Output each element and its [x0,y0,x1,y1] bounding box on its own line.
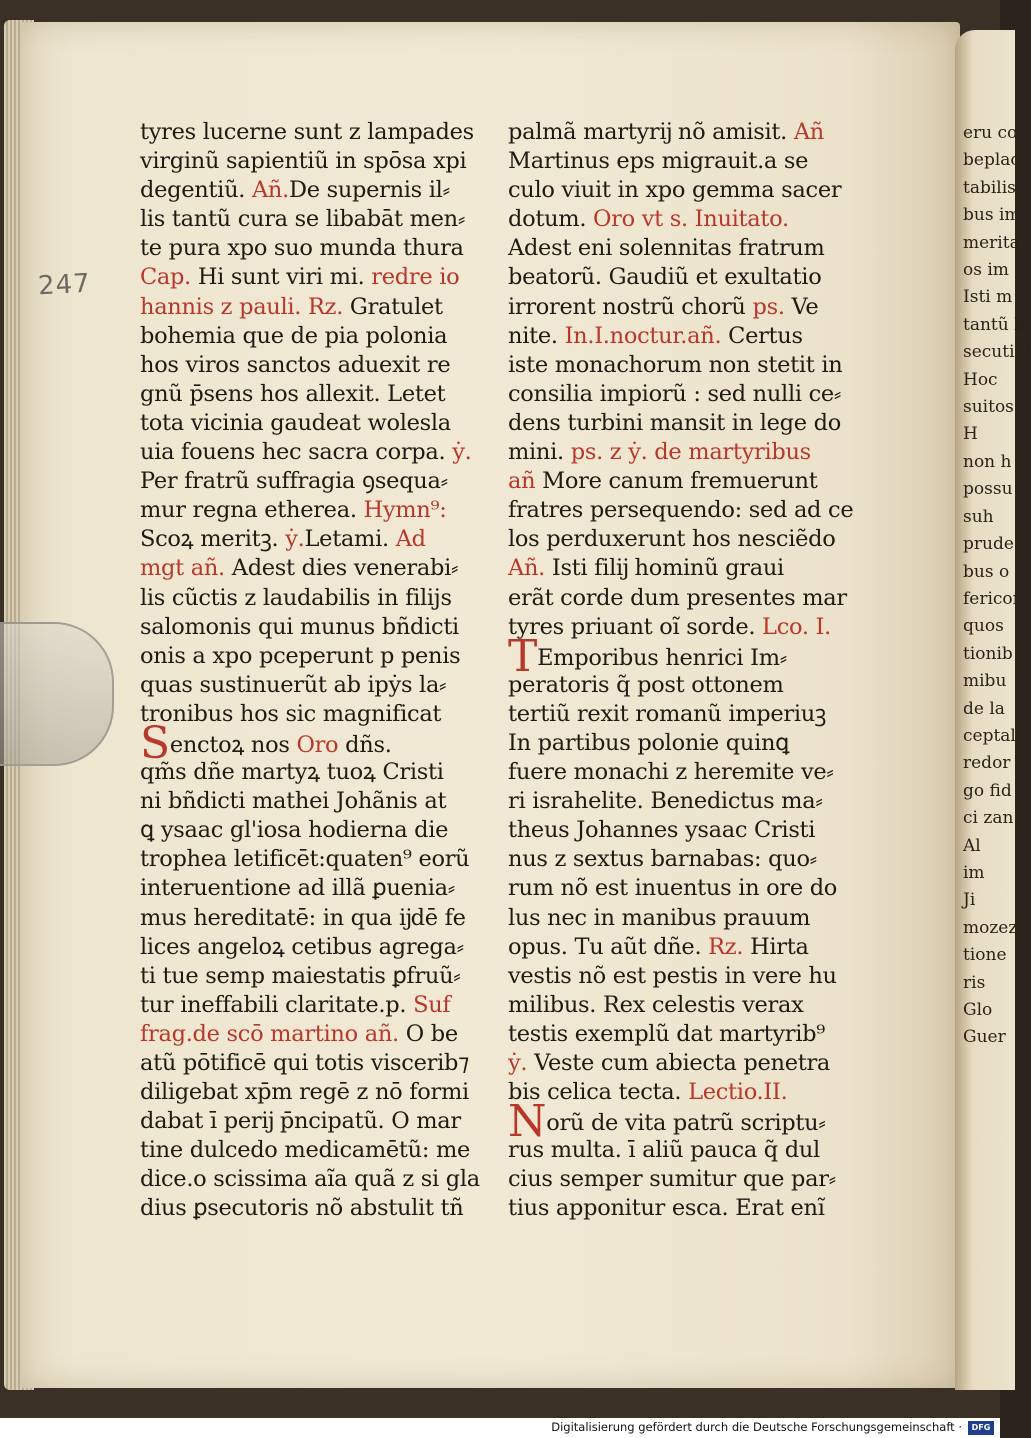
right-column-line [508,1020,853,1049]
recto-fragment: mibu [963,671,1007,692]
drop-initial: N [508,1096,547,1148]
body-text: Hi sunt viri mi. [191,264,372,291]
body-text: tertiũ rexit romanũ imperiuꝫ [508,700,827,727]
right-column-line [508,554,853,583]
body-text: dice.o scissima aĩa quã z si gla [140,1166,480,1193]
right-column-line [508,933,853,962]
recto-text-fragments [955,120,1031,1052]
left-column-line [140,380,485,409]
rubric-text: añ [508,468,536,495]
body-text: los perduxerunt hos nesciẽdo [508,526,836,553]
glass-clip [0,622,114,766]
left-column-line [140,1194,485,1223]
right-column-line [508,904,853,933]
body-text: tur ineffabili claritate.p. [140,991,414,1018]
recto-fragment: bus im [963,205,1021,226]
rubric-text: Añ. [508,555,545,582]
body-text: Certus [721,322,803,349]
rubric-text: frag.de scō martino añ. [140,1020,399,1047]
body-text: mus hereditatē: in qua ĳdē fe [140,904,466,931]
body-text: ꝗ ysaac gl'iosa hodierna die [140,817,449,844]
recto-fragment: H [963,424,978,445]
rubric-text: Lco. I. [762,613,831,640]
left-column-line [140,496,485,525]
right-column-line [508,729,853,758]
right-column-line [508,1194,853,1223]
recto-fragment: prude [963,534,1014,555]
recto-fragment: redor [963,753,1011,774]
recto-page-edge [955,30,1031,1390]
right-column-line [508,467,853,496]
body-text: dius ꝑsecutoris nõ abstulit tñ [140,1195,464,1222]
left-text-column [140,118,485,1224]
rubric-text: Ad [395,526,426,553]
body-text: opus. Tu aũt dñe. [508,933,709,960]
left-column-line [140,584,485,613]
body-text: hos viros sanctos aduexit re [140,351,451,378]
recto-fragment: ci zan [963,808,1014,829]
rubric-text: Lectio.II. [688,1079,788,1106]
body-text: tius apponitur esca. Erat enĩ [508,1195,825,1222]
right-column-line [508,1165,853,1194]
left-column-line [140,1020,485,1049]
rubric-text: ps. [752,293,785,320]
left-column-line [140,1078,485,1107]
left-column-line [140,816,485,845]
body-text: Isti filĳ hominũ graui [545,555,784,582]
recto-fragment: de la [963,698,1005,719]
body-text: uia fouens hec sacra corpa. [140,439,453,466]
body-text: qm̃s dñe martyꝝ tuoꝝ Cristi [140,759,444,786]
body-text: rus multa. ī aliũ pauca q̃ dul [508,1137,820,1164]
right-column-line [508,496,853,525]
left-column-line [140,118,485,147]
rubric-text: Suf [413,991,451,1018]
body-text: testis exemplũ dat martyrib⁹ [508,1020,825,1047]
recto-fragment: suitos [963,397,1014,418]
recto-fragment: suh [963,506,994,527]
body-text: dñs. [338,731,392,758]
left-column-line [140,717,485,769]
right-column-line [508,700,853,729]
right-column-line [508,234,853,263]
body-text: salomonis qui munus bñdicti [140,613,459,640]
recto-fragment: secuti d [963,342,1031,363]
recto-fragment: quos [963,616,1004,637]
recto-fragment: possu [963,479,1013,500]
body-text: mini. [508,439,571,466]
body-text: atũ pōtificē qui totis viscerib⁊ [140,1050,469,1076]
left-column-line [140,787,485,816]
left-column-line [140,467,485,496]
left-column-line [140,176,485,205]
left-column-line [140,322,485,351]
left-column-line [140,642,485,671]
right-column-line [508,147,853,176]
body-text: Emporibus henrici Im⸗ [537,644,787,671]
body-text: Hirta [743,933,809,960]
rubric-text: ẏ. [452,439,472,466]
body-text: rum nõ est inuentus in ore do [508,875,838,902]
body-text: consilia impiorũ : sed nulli ce⸗ [508,380,842,407]
recto-fragment: merita [963,232,1020,253]
body-text: tyres priuant oĩ sorde. [508,613,763,640]
body-text: degentiũ. [140,177,252,204]
left-column-line [140,613,485,642]
left-column-line [140,205,485,234]
body-text: tronibus hos sic magnificat [140,700,442,727]
body-text: Adest eni solennitas fratrum [508,235,825,262]
left-column-line [140,147,485,176]
body-text: nite. [508,322,565,349]
left-column-line [140,1107,485,1136]
recto-fragment: Hoc [963,369,998,390]
body-text: dens turbini mansit in lege do [508,409,841,436]
right-column-line [508,176,853,205]
recto-fragment: non h [963,451,1012,472]
body-text: tyres lucerne sunt z lampades [140,119,474,145]
right-column-line [508,351,853,380]
recto-fragment: beplac [963,150,1020,171]
body-text: De supernis il⸗ [288,177,450,204]
rubric-text: Rz. [708,933,744,960]
body-text: Ve [784,293,819,320]
body-text: Veste cum abiecta penetra [527,1050,831,1076]
body-text: lus nec in manibus prauum [508,904,811,931]
body-text: onis a xpo pceperunt p penis [140,642,461,669]
right-column-line [508,380,853,409]
recto-fragment: tione [963,945,1007,966]
body-text: lices angeloꝝ cetibus agrega⸗ [140,933,464,960]
body-text: gnũ p̄sens hos allexit. Letet [140,380,446,407]
right-column-line [508,438,853,467]
rubric-text: Añ. [251,177,289,204]
right-column-line [508,787,853,816]
body-text: te pura xpo suo munda thura [140,235,464,262]
body-text: milibus. Rex celestis verax [508,991,804,1018]
left-column-line [140,293,485,322]
body-text: fuere monachi z heremite ve⸗ [508,759,834,786]
body-text: dabat ī perĳ p̄ncipatũ. O mar [140,1108,461,1135]
rubric-text: Hymn⁹: [363,497,447,524]
body-text: bis celica tecta. [508,1079,689,1106]
body-text: theus Johannes ysaac Cristi [508,817,816,844]
recto-fragment: mozez [963,917,1018,938]
body-text: Adest dies venerabi⸗ [224,555,459,582]
recto-fragment: Glo [963,1000,993,1020]
right-column-line [508,584,853,613]
rubric-text: Añ [793,119,824,145]
body-text: irrorent nostrũ chorũ [508,293,753,320]
body-text: erãt corde dum presentes mar [508,584,847,611]
funding-credit: Digitalisierung gefördert durch die Deutsche Forschungsgemeinschaft · [551,1420,962,1434]
body-text: Per fratrũ suffragia ꝯsequa⸗ [140,468,448,495]
recto-fragment: tantũ b [963,314,1025,335]
body-text: dotum. [508,206,594,233]
dfg-logo: DFG [968,1421,994,1435]
body-text: palmã martyrĳ nõ amisit. [508,119,794,145]
rubric-text: ẏ. [285,526,305,553]
body-text: Scoꝝ meritꝫ. [140,526,286,553]
left-column-line [140,525,485,554]
body-text: More canum fremuerunt [535,468,818,495]
left-column-line [140,554,485,583]
rubric-text: mgt añ. [140,555,225,582]
right-column-line [508,409,853,438]
right-column-line [508,630,853,682]
left-column-line [140,700,485,729]
rubric-text: ps. z ẏ. de martyribus [570,439,811,466]
body-text: quas sustinuerũt ab ipẏs la⸗ [140,671,447,698]
body-text: lis cũctis z laudabilis in filijs [140,584,452,611]
recto-fragment: fericor [963,588,1021,609]
body-text: tine dulcedo medicamētũ: me [140,1137,471,1164]
right-column-line [508,1096,853,1148]
footer-bar [0,1418,1000,1438]
right-column-line [508,205,853,234]
right-column-line [508,118,853,147]
right-column-line [508,962,853,991]
right-column-line [508,816,853,845]
body-text: enctoꝝ nos [169,731,297,758]
recto-fragment: go fid [963,780,1012,801]
recto-fragment: Guer [963,1027,1006,1048]
body-text: O be [398,1020,458,1047]
right-column-line [508,874,853,903]
body-text: ri israhelite. Benedictus ma⸗ [508,788,823,815]
left-column-line [140,962,485,991]
handwritten-folio-number: 247 [37,268,92,302]
left-column-line [140,351,485,380]
left-column-line [140,263,485,292]
body-text: bohemia que de pia polonia [140,322,448,349]
body-text: lis tantũ cura se libabāt men⸗ [140,206,466,233]
body-text: Martinus eps migrauit.a se [508,148,809,175]
body-text: Letami. [304,526,396,553]
rubric-text: ẏ. [508,1050,528,1076]
rubric-text: redre io [371,264,460,291]
right-column-line [508,845,853,874]
recto-fragment: ceptal [963,725,1016,746]
body-text: In partibus polonie quinꝗ [508,729,790,756]
recto-fragment: eru co [963,123,1018,143]
recto-fragment: im [963,862,985,883]
body-text: cius semper sumitur que par⸗ [508,1166,836,1193]
right-column-line [508,991,853,1020]
body-text: virginũ sapientiũ in spōsa xpi [140,148,467,175]
recto-fragment: bus o [963,561,1010,582]
body-text: nus z sextus barnabas: quo⸗ [508,846,817,873]
body-text: iste monachorum non stetit in [508,351,843,378]
rubric-text: Cap. [140,264,191,291]
recto-fragment: tionib [963,643,1013,664]
right-column-line [508,1049,853,1078]
body-text: beatorũ. Gaudiũ et exultatio [508,264,822,291]
left-column-line [140,234,485,263]
recto-fragment: ris [963,972,986,993]
recto-fragment: os im [963,260,1009,281]
right-column-line [508,293,853,322]
body-text: Gratulet [343,293,443,320]
left-column-line [140,991,485,1020]
drop-initial: S [140,717,170,769]
recto-fragment: Isti m [963,287,1013,308]
body-text: tota vicinia gaudeat wolesla [140,409,451,436]
left-column-line [140,409,485,438]
left-column-line [140,438,485,467]
rubric-text: In.I.noctur.añ. [564,322,722,349]
rubric-text: Oro [296,731,339,758]
left-column-line [140,933,485,962]
left-column-line [140,874,485,903]
left-column-line [140,671,485,700]
left-column-line [140,1136,485,1165]
recto-fragment: Ji [963,890,976,911]
right-column-line [508,263,853,292]
right-column-line [508,322,853,351]
body-text: ni bñdicti mathei Johãnis at [140,788,447,815]
rubric-text: Oro vt s. Inuitato. [593,206,789,233]
left-column-line [140,1165,485,1194]
left-column-line [140,758,485,787]
right-column-line [508,1078,853,1107]
drop-initial: T [508,630,538,682]
body-text: peratoris q̃ post ottonem [508,671,784,698]
recto-fragment: Al [963,835,981,856]
right-column-line [508,671,853,700]
left-column-line [140,1049,485,1078]
right-column-line [508,1136,853,1165]
left-column-line [140,904,485,933]
recto-fragment: tabilis [963,177,1016,198]
body-text: ti tue semp maiestatis ꝑfruũ⸗ [140,962,461,989]
body-text: diligebat xp̄m regē z nō formi [140,1079,469,1106]
body-text: trophea letificēt:quaten⁹ eorũ [140,846,470,873]
right-column-line [508,525,853,554]
rubric-text: hannis z pauli. Rz. [140,293,344,320]
body-text: mur regna etherea. [140,497,364,524]
body-text: interuentione ad illã ꝑuenia⸗ [140,875,455,902]
body-text: vestis nõ est pestis in vere hu [508,962,837,989]
left-column-line [140,845,485,874]
body-text: culo viuit in xpo gemma sacer [508,177,842,204]
right-column-line [508,613,853,642]
body-text: orũ de vita patrũ scriptu⸗ [546,1110,826,1137]
right-column-line [508,758,853,787]
right-text-column [508,118,853,1224]
body-text: fratres persequendo: sed ad ce [508,497,854,524]
